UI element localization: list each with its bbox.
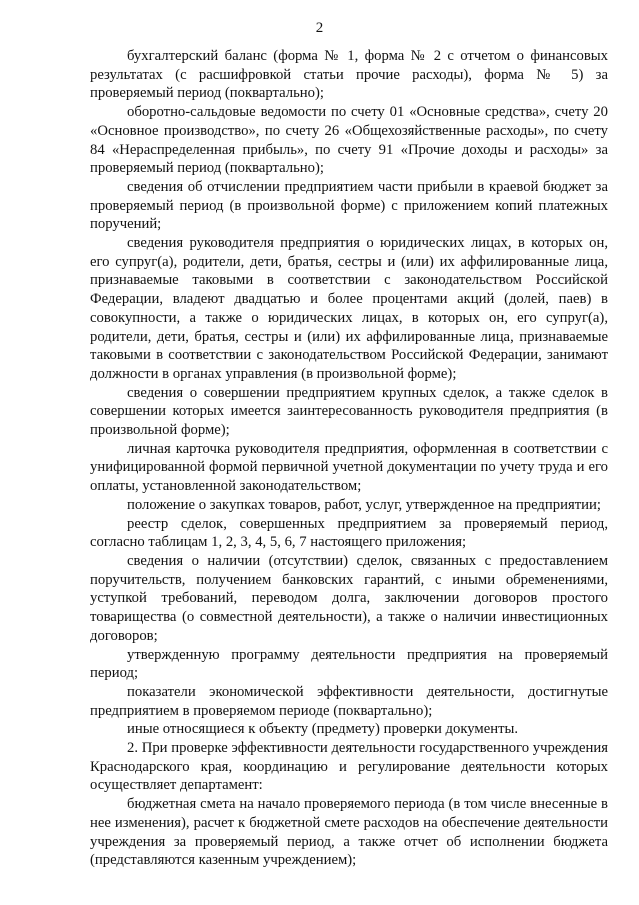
- page-number: 2: [315, 20, 324, 36]
- paragraph-section-2: 2. При проверке эффективности деятельности государственного учреждения Краснодарского края, координацию и регулирование деятельности которых осуществляет департамент:: [90, 740, 608, 794]
- paragraph-balance-sheet: бухгалтерский баланс (форма № 1, форма № 2 с отчетом о финансовых результатах (с расшифровкой статьи прочие расходы), форма № 5) за проверяемый период (поквартально);: [90, 48, 608, 102]
- paragraph-other-documents: иные относящиеся к объекту (предмету) проверки документы.: [127, 721, 519, 738]
- paragraph-guarantees-encumbrances: сведения о наличии (отсутствии) сделок, связанных с предоставлением поручительств, получением банковских гарантий, с иными обременениями, уступкой требований, переводом долга, заключении договоров простого товарищества (о совместной деятельности), а также о наличии инвестиционных договоров;: [90, 552, 608, 644]
- paragraph-profit-deductions: сведения об отчислении предприятием части прибыли в краевой бюджет за проверяемый период (в произвольной форме) с приложением копий платежных поручений;: [90, 178, 608, 233]
- paragraph-budget-estimate: бюджетная смета на начало проверяемого периода (в том числе внесенные в нее изменения), расчет к бюджетной смете расходов на обеспечение деятельности учреждения за проверяемый период, а также отчет об исполнении бюджета (представляются казенным учреждением);: [90, 796, 608, 869]
- paragraph-efficiency-indicators: показатели экономической эффективности деятельности, достигнутые предприятием в проверяемом периоде (поквартально);: [90, 683, 608, 719]
- paragraph-major-transactions: сведения о совершении предприятием крупных сделок, а также сделок в совершении которых имеется заинтересованность руководителя предприятия (в произвольной форме);: [90, 384, 608, 439]
- paragraph-transactions-register: реестр сделок, совершенных предприятием за проверяемый период, согласно таблицам 1, 2, 3, 4, 5, 6, 7 настоящего приложения;: [90, 515, 608, 551]
- paragraph-turnover-statements: оборотно-сальдовые ведомости по счету 01 «Основные средства», счету 20 «Основное производство», по счету 26 «Общехозяйственные расходы», по счету 84 «Нераспределенная прибыль», по счету 91 «Прочие доходы и расходы» за проверяемый период (поквартально);: [90, 104, 608, 177]
- document-body: [90, 47, 608, 870]
- paragraph-personal-card: личная карточка руководителя предприятия, оформленная в соответствии с унифицированной формой первичной учетной документации по учету труда и его оплаты, установленной законодательством;: [90, 440, 608, 495]
- paragraph-activity-program: утвержденную программу деятельности предприятия на проверяемый период;: [90, 646, 608, 682]
- paragraph-procurement-regulation: положение о закупках товаров, работ, услуг, утвержденное на предприятии;: [127, 496, 601, 513]
- paragraph-affiliated-entities: сведения руководителя предприятия о юридических лицах, в которых он, его супруг(а), родители, дети, братья, сестры и (или) их аффилированные лица, признаваемые таковыми в соответствии с законодательством Российской Федерации, владеют двадцатью и более процентами акций (долей, паев) в совокупности, а также о юридических лицах, в которых он, его супруг(а), родители, дети, братья, сестры и (или) их аффилированные лица, признаваемые таковыми в соответствии с законодательством Российской Федерации, занимают должности в органах управления (в произвольной форме);: [90, 235, 608, 382]
